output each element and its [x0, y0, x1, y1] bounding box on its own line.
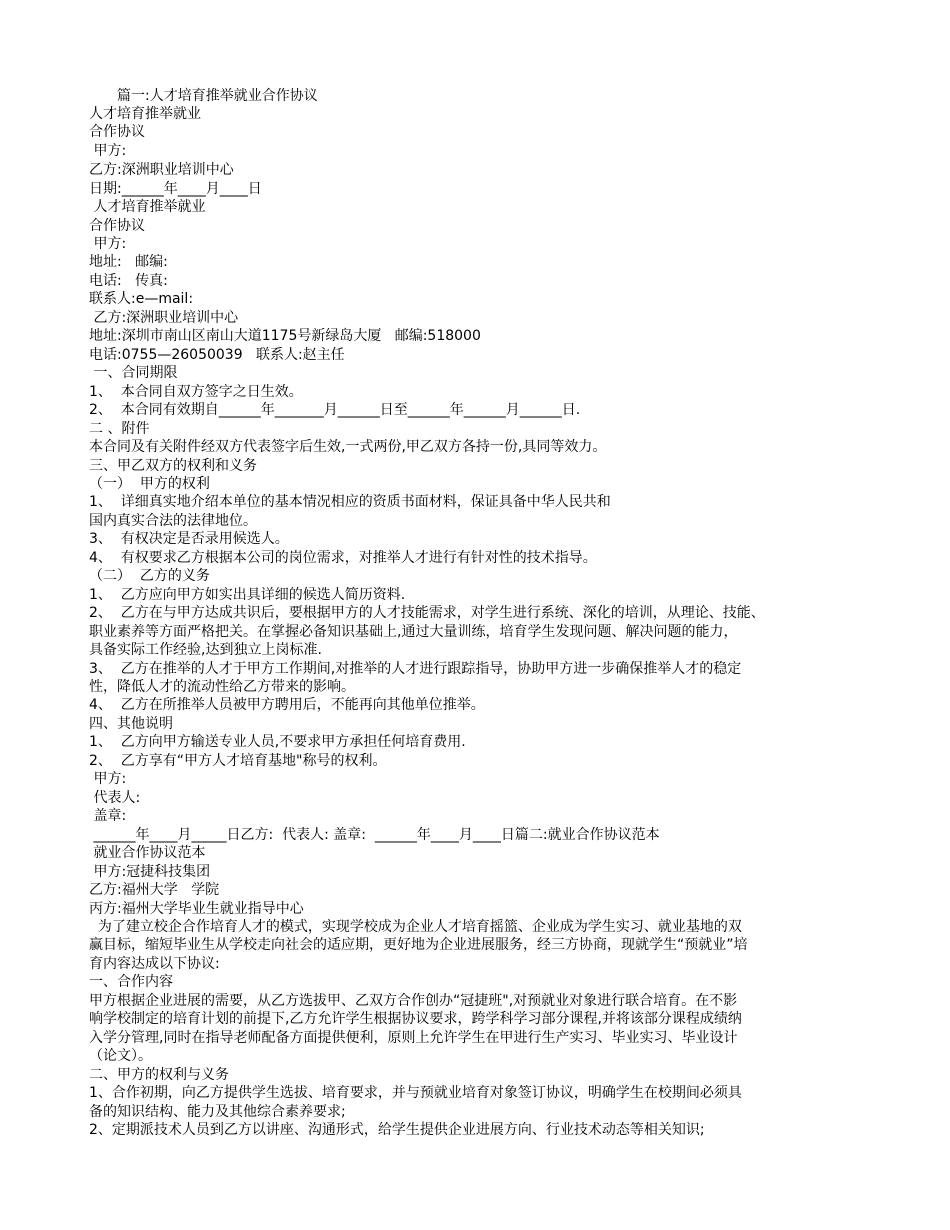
doc-line-18: 2、 本合同有效期自______年_______月______日至______年______月______日.: [89, 402, 581, 418]
doc-line-54: 二、甲方的权利与义务: [89, 1067, 229, 1083]
doc-line-30: 职业素养等方面严格把关。在掌握必备知识基础上,通过大量训练，培育学生发现问题、解决问题的能力，: [89, 624, 738, 640]
doc-line-13: 乙方:深洲职业培训中心: [89, 310, 239, 326]
doc-line-39: 代表人:: [89, 790, 141, 806]
doc-line-19: 二 、附件: [89, 421, 150, 437]
doc-line-52: 入学分管理,同时在指导老师配备方面提供便利，原则上允许学生在甲进行生产实习、毕业实习、毕业设计: [89, 1030, 738, 1046]
doc-line-38: 甲方:: [89, 771, 127, 787]
doc-line-4: 甲方:: [89, 143, 127, 159]
doc-line-20: 本合同及有关附件经双方代表签字后生效,一式两份,甲乙双方各持一份,具同等效力。: [89, 439, 607, 455]
doc-line-50: 甲方根据企业进展的需要，从乙方选拔甲、乙双方合作创办“冠捷班",对预就业对象进行联合培育。在不影: [89, 993, 738, 1009]
doc-line-16: 一、合同期限: [89, 365, 178, 381]
doc-line-46: 为了建立校企合作培育人才的模式，实现学校成为企业人才培育摇篮、企业成为学生实习、就业基地的双: [89, 919, 742, 935]
doc-line-53: （论文）。: [89, 1048, 152, 1064]
doc-line-21: 三、甲乙双方的权利和义务: [89, 458, 257, 474]
doc-line-32: 3、 乙方在推举的人才于甲方工作期间,对推举的人才进行跟踪指导，协助甲方进一步确保推举人才的稳定: [89, 661, 742, 677]
doc-line-40: 盖章:: [89, 808, 127, 824]
doc-line-12: 联系人:e—mail:: [89, 291, 194, 307]
doc-line-22: （一） 甲方的权利: [89, 476, 210, 492]
doc-line-47: 赢目标，缩短毕业生从学校走向社会的适应期，更好地为企业进展服务，经三方协商，现就学生“预就业”培: [89, 937, 748, 953]
doc-line-28: 1、 乙方应向甲方如实出具详细的候选人简历资料.: [89, 587, 406, 603]
doc-line-25: 3、 有权决定是否录用候选人。: [89, 531, 289, 547]
doc-line-57: 2、定期派技术人员到乙方以讲座、沟通形式，给学生提供企业进展方向、行业技术动态等相关知识;: [89, 1122, 705, 1138]
doc-line-11: 电话: 传真:: [89, 273, 168, 289]
doc-line-35: 四、其他说明: [89, 716, 173, 732]
doc-line-45: 丙方:福州大学毕业生就业指导中心: [89, 901, 304, 917]
doc-line-41: ______年____月_____日乙方: 代表人: 盖章: ______年____月____日篇二:就业合作协议范本: [89, 827, 660, 843]
doc-line-26: 4、 有权要求乙方根据本公司的岗位需求，对推举人才进行有针对性的技术指导。: [89, 550, 597, 566]
doc-line-29: 2、 乙方在与甲方达成共识后，要根据甲方的人才技能需求，对学生进行系统、深化的培训，从理论、技能、: [89, 605, 765, 621]
doc-line-44: 乙方:福州大学 学院: [89, 882, 220, 898]
doc-line-55: 1、合作初期，向乙方提供学生选拔、培育要求，并与预就业培育对象签订协议，明确学生在校期间必须具: [89, 1085, 742, 1101]
doc-line-2: 人才培育推举就业: [89, 106, 201, 122]
doc-line-5: 乙方:深洲职业培训中心: [89, 162, 234, 178]
doc-line-48: 育内容达成以下协议:: [89, 956, 220, 972]
doc-line-31: 具备实际工作经验,达到独立上岗标准.: [89, 642, 322, 658]
doc-line-34: 4、 乙方在所推举人员被甲方聘用后，不能再向其他单位推举。: [89, 697, 485, 713]
doc-line-23: 1、 详细真实地介绍本单位的基本情况相应的资质书面材料，保证具备中华人民共和: [89, 494, 611, 510]
doc-line-6: 日期:______年____月____日: [89, 181, 262, 197]
doc-line-42: 就业合作协议范本: [89, 845, 206, 861]
doc-line-33: 性，降低人才的流动性给乙方带来的影响。: [89, 679, 355, 695]
doc-line-43: 甲方:冠捷科技集团: [89, 864, 211, 880]
doc-line-3: 合作协议: [89, 124, 145, 140]
doc-line-14: 地址:深圳市南山区南山大道1175号新绿岛大厦 邮编:518000: [89, 328, 481, 344]
doc-line-9: 甲方:: [89, 236, 127, 252]
doc-line-51: 响学校制定的培育计划的前提下,乙方允许学生根据协议要求，跨学科学习部分课程,并将该部分课程成绩纳: [89, 1011, 742, 1027]
doc-line-7: 人才培育推举就业: [89, 199, 206, 215]
doc-line-8: 合作协议: [89, 218, 145, 234]
doc-line-36: 1、 乙方向甲方输送专业人员,不要求甲方承担任何培育费用.: [89, 734, 466, 750]
doc-line-24: 国内真实合法的法律地位。: [89, 513, 257, 529]
doc-line-10: 地址: 邮编:: [89, 254, 168, 270]
doc-line-15: 电话:0755—26050039 联系人:赵主任: [89, 347, 345, 363]
doc-line-49: 一、合作内容: [89, 974, 173, 990]
doc-line-1: 篇一:人才培育推举就业合作协议: [89, 88, 318, 104]
doc-line-56: 备的知识结构、能力及其他综合素养要求;: [89, 1104, 346, 1120]
doc-line-27: （二） 乙方的义务: [89, 568, 210, 584]
doc-line-17: 1、 本合同自双方签字之日生效。: [89, 384, 303, 400]
doc-line-37: 2、 乙方享有“甲方人才培育基地"称号的权利。: [89, 753, 387, 769]
